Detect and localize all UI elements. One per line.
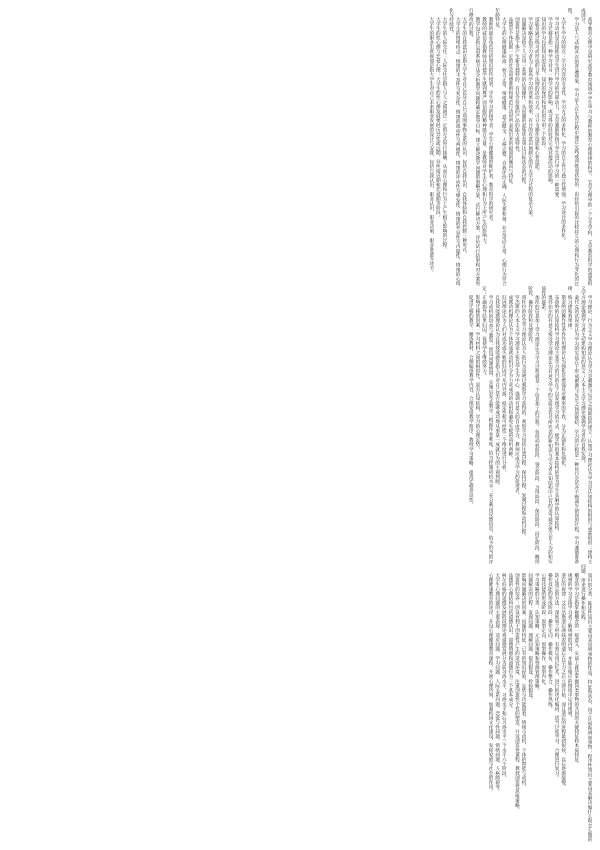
paragraph: 知识的分类：陈述性知识主要用来说明事物的性质、特征和状态，用于区别和辨别事物；程序性知识主要用来解决做什么和怎么做的问题，用来进行操作和实践。 <box>580 564 592 842</box>
paragraph: 遗忘的规律：艾宾浩斯遗忘曲线表明遗忘在学习之后立即开始，而且遗忘的进程最初很快，以后逐渐缓慢。 <box>560 573 566 790</box>
paragraph: 品德是个体依据一定的社会道德准则和规范行动时所表现出来的稳固的倾向与特征。 <box>507 17 513 188</box>
paragraph: 影响问题解决的因素：问题的特征，已有的知识经验，定势与功能固着，情绪与动机，个体的智能与动机。 <box>521 573 527 790</box>
paragraph: 创造性的培养：创设有利于创造性产生的适宜环境，注重创造性个性的塑造，开设创造性课程，教授创造性思维策略。 <box>514 573 520 813</box>
paragraph: 成就动机理论认为个体的成就动机可分为力求成功的动机和避免失败的动机两种。 <box>507 295 513 461</box>
paragraph: 教师的职业角色包括知识的传授者、学生学习的指导者、学生心理健康的维护者、教育科学的研究者。 <box>488 17 494 225</box>
paragraph: 学习迁移是指一种学习对另一种学习的影响，或习得的经验对完成其他活动的影响。 <box>547 17 553 188</box>
paragraph: 学习理论：行为主义学习理论认为学习是刺激与反应之间联结的建立；认知学习理论认为学习是认知结构的组织与重新组织；建构主义学习理论强调学习者主动建构知识的意义；人本主义学习理论强调学习者的自我实现。 <box>580 286 592 564</box>
paragraph: 技能是通过练习而形成的合乎法则的活动方式，可分为操作技能和心智技能。 <box>534 17 540 174</box>
paragraph: 品德的心理结构包括道德认识、道德情感和道德行为三个基本成分。 <box>507 573 513 712</box>
paragraph: 教学设计是指运用系统方法分析教学问题和确定教学目标，建立解决教学问题的策略方案、试行解决方案、评价试行结果和对方案进行修改的过程。 <box>468 8 480 286</box>
paragraph: 大学生的职业生涯规划是指大学生对自己未来职业发展的设计与安排，包括自我认识、职业认识、职业决策、职业准备等环节。 <box>428 17 434 275</box>
paragraph: 大学生的情绪特点：情绪的丰富性与复杂性，情绪的波动性与两极性，情绪的冲动性与爆发性，情绪的外显性与内隐性，情绪的心境化与持续性。 <box>448 8 461 286</box>
text-column-1 <box>380 8 594 286</box>
paragraph: 学习动机是直接推动学生进行学习的内部动力，它是激励和指引学生进行学习的一种需要。 <box>554 17 560 202</box>
paragraph: 班杜拉的社会学习理论认为人的行为是通过观察学习获得的，观察学习包括注意过程、保持过程、复制过程和动机过程。 <box>521 295 527 539</box>
paragraph: 罗杰斯的人本主义学习理论主张以学生为中心，强调有意义的自由学习，教师应成为学习的促进者。 <box>514 295 520 498</box>
paragraph: 学习是人与动物共有的普遍现象，学习是人在生活过程中通过实践或训练而获得的、由经验引起的比较持久的心理和行为变化的过程。 <box>567 8 579 286</box>
paragraph: 学习策略是指学习者为了提高学习的效果和效率，有目的有意识地制定的有关学习过程的复杂方案。 <box>527 17 533 220</box>
paragraph: 概念的学习是指掌握概念的一般意义，实质上就是掌握同类事物的共同的关键特征和本质特征。 <box>573 573 579 767</box>
paragraph: 知识的学习包括知识的获得、知识的保持和知识的应用三个阶段。 <box>540 17 546 151</box>
paragraph: 学习策略的分类：认知策略、元认知策略和资源管理策略。 <box>534 573 540 693</box>
paragraph: 学习动机的培养与激发：创设问题情境，实施启发式教学；根据作业难度，恰当控制动机水平；充分利用反馈信息，给予恰当的评定；正确指导结果归因，促使学生继续努力。 <box>481 286 494 564</box>
paragraph: 大学生的心理健康标准：智力正常，情绪健康，意志健全，人格完整，自我评价正确，人际关系和谐，社会适应正常，心理行为符合年龄特征。 <box>494 8 507 286</box>
paragraph: 问题解决是指个人应用一系列的认知操作，从问题的起始状态到达目标状态的过程。 <box>521 17 527 188</box>
paragraph: 自我效能感理论认为自我效能感是指人们对自己是否能够成功地从事某一成就行为的主观判断。 <box>494 295 500 489</box>
paragraph: 大学生的人际交往：人际交往是指人与人之间通过一定的方式进行接触，从而在心理和行为上产生相互影响的过程。 <box>441 17 447 252</box>
paragraph: 加涅的信息加工学习理论认为学习过程就是一个信息加工的过程，包括动机阶段、领会阶段、习得阶段、保持阶段、回忆阶段、概括阶段、操作阶段和反馈阶段。 <box>527 286 540 564</box>
text-column-3 <box>408 564 594 842</box>
paragraph: 创造性是指个体产生新奇独特的、有社会价值的产品的能力或特性。 <box>514 17 520 156</box>
paragraph: 心智技能的形成阶段：原型定向、原型操作、原型内化。 <box>540 573 546 689</box>
paragraph: 大学生的性心理与恋爱心理：大学生的性心理发展要经历异性疏远期、异性接近期和恋爱期等阶段。 <box>435 17 441 220</box>
paragraph: 教师的威信是指教师具有使学生感到尊严而信服的精神感召力量，是教师对学生在心理和行为上所产生的影响力。 <box>481 17 487 248</box>
paragraph: 心理健康教育的途径：开设心理健康教育课程，开展心理咨询，加强校园文化建设，发挥家庭与社会的作用。 <box>488 573 494 794</box>
paragraph: 防止遗忘的方法：深度加工材料，有效运用记忆术，进行组块化编码，适当过度学习，合理进行复习。 <box>554 573 560 781</box>
paragraph: 问题解决的过程：发现问题、理解问题、提出假设、检验假设。 <box>527 573 533 702</box>
paragraph: 促进迁移的教学：精选教材，合理编排教学内容，合理安排教学程序，教授学习策略，提高迁移意识性。 <box>468 295 474 507</box>
paragraph: 大学生的自我意识是指大学生对自己以及自己与周围事物关系的认识，包括自我认识、自我体验和自我控制三种形式。 <box>461 17 467 257</box>
paragraph: 奥苏伯尔的有意义接受学习理论认为有意义学习的实质是符号所代表的新知识与学习者认知结构中已有的适当观念建立非人为的和实质性的联系。 <box>540 286 553 564</box>
text-column-2 <box>406 286 594 564</box>
paragraph: 大学生心理问题的主要表现：适应问题、学习问题、人际关系问题、恋爱与性问题、情绪问题、人格障碍等。 <box>494 573 500 794</box>
paragraph: 斯金纳的操作性条件作用理论认为强化是增强反应概率的手段，分为正强化和负强化。 <box>560 295 566 470</box>
paragraph: 桑代克的试误说认为学习的实质在于形成刺激与反应之间的联结，学习的过程是一种盲目尝试并不断减少错误的过程，学习遵循准备律、练习律和效果律。 <box>567 286 579 564</box>
paragraph: 归因理论认为人们对成功或失败的归因可从内外源、稳定性和可控性三个维度进行分析。 <box>501 295 507 475</box>
paragraph: 大学生学习的特点：学习内容的专业性，学习方式的多样化，学习的自主性与独立性增强，学习途径的多样化。 <box>560 17 566 243</box>
paragraph: 柯尔伯格的道德发展阶段理论将道德发展分为前习俗水平、习俗水平和后习俗水平三个水平六个阶段。 <box>501 573 507 781</box>
paragraph: 布鲁纳的认知结构学习理论主张学习的目的在于以发现学习的方式，使学科的基本结构转变为学生头脑中的认知结构。 <box>554 295 560 535</box>
document-body <box>6 8 594 842</box>
paragraph: 规则的学习是指学习者了解规则的内容，并能在相应的情境中运用规则。 <box>567 573 573 721</box>
paragraph: 影响迁移的因素：学习材料之间的相似性，原有认知结构，学习的心理定势。 <box>474 295 480 452</box>
paragraph: 操作技能的形成阶段：操作定向、操作模仿、操作整合、操作熟练。 <box>547 573 553 712</box>
paragraph: 高等教育心理学是研究高等教育领域中学生学习与教师的教育心理规律的科学，它是心理学的一个分支学科，又是教育科学的重要组成部分。 <box>580 8 592 286</box>
